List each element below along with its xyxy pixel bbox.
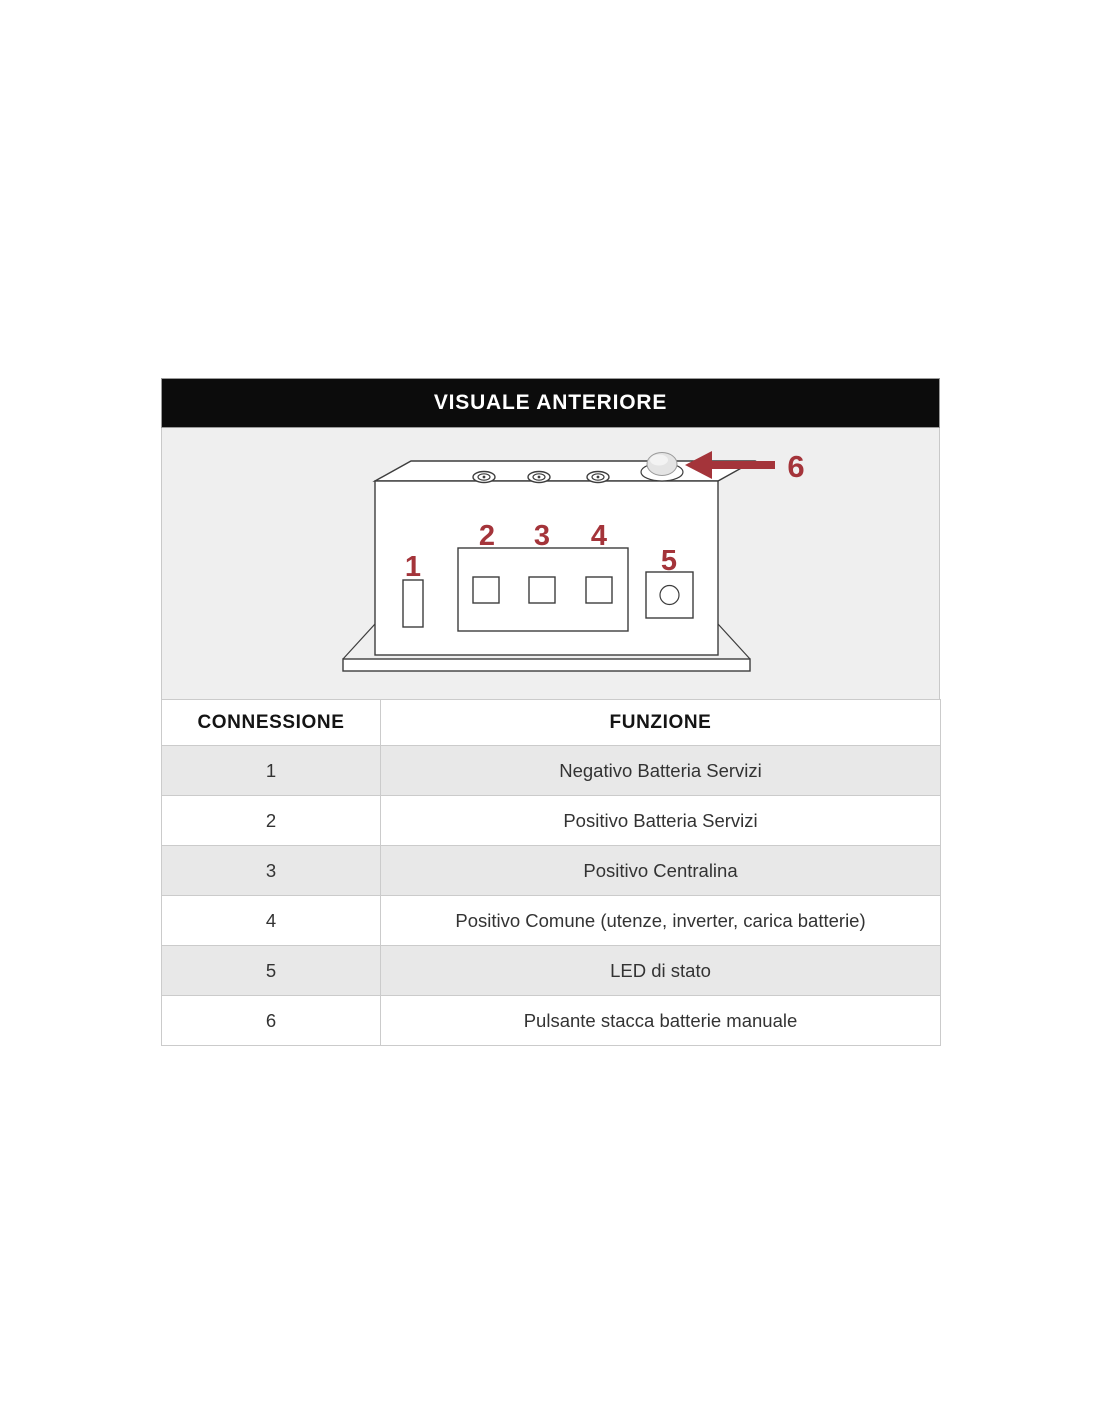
- status-led: [646, 572, 693, 618]
- connection-number: 1: [162, 746, 381, 796]
- connection-function: Positivo Comune (utenze, inverter, carica batterie): [381, 896, 941, 946]
- terminal-screw-top-1: [473, 472, 495, 483]
- base-right-slant: [718, 624, 750, 659]
- connection-function: Positivo Centralina: [381, 846, 941, 896]
- connection-number: 3: [162, 846, 381, 896]
- base-plate: [343, 659, 750, 671]
- connection-number: 2: [162, 796, 381, 846]
- callout-label-6: 6: [787, 449, 805, 484]
- connection-number: 4: [162, 896, 381, 946]
- connector-2-terminal: [473, 577, 499, 603]
- connection-function: Negativo Batteria Servizi: [381, 746, 941, 796]
- connection-function: LED di stato: [381, 946, 941, 996]
- callout-label-2: 2: [478, 520, 496, 552]
- disconnect-button: [641, 453, 683, 482]
- table-row: [162, 896, 941, 946]
- connector-4-terminal: [586, 577, 612, 603]
- terminal-screw-top-3: [587, 472, 609, 483]
- content-column: [161, 378, 940, 1046]
- terminal-screw-top-2: [528, 472, 550, 483]
- table-row: [162, 846, 941, 896]
- connection-function: Pulsante stacca batterie manuale: [381, 996, 941, 1046]
- table-row: [162, 996, 941, 1046]
- connector-1-slot: [403, 580, 423, 627]
- col-header-connessione: CONNESSIONE: [162, 700, 381, 746]
- panel-title: VISUALE ANTERIORE: [433, 391, 668, 414]
- table-header-row: [162, 700, 941, 746]
- panel-header: [161, 378, 940, 428]
- table-row: [162, 796, 941, 846]
- callout-label-1: 1: [404, 551, 422, 583]
- connection-function: Positivo Batteria Servizi: [381, 796, 941, 846]
- callout-label-3: 3: [533, 520, 551, 552]
- callout-label-4: 4: [590, 520, 608, 552]
- device-illustration: [162, 428, 941, 699]
- connection-number: 5: [162, 946, 381, 996]
- connections-table: [161, 699, 941, 1046]
- table-row: [162, 946, 941, 996]
- connection-number: 6: [162, 996, 381, 1046]
- col-header-funzione: FUNZIONE: [381, 700, 941, 746]
- base-left-slant: [343, 624, 375, 659]
- callout-label-5: 5: [660, 545, 678, 577]
- front-view-diagram: [161, 428, 940, 699]
- table-row: [162, 746, 941, 796]
- connector-3-terminal: [529, 577, 555, 603]
